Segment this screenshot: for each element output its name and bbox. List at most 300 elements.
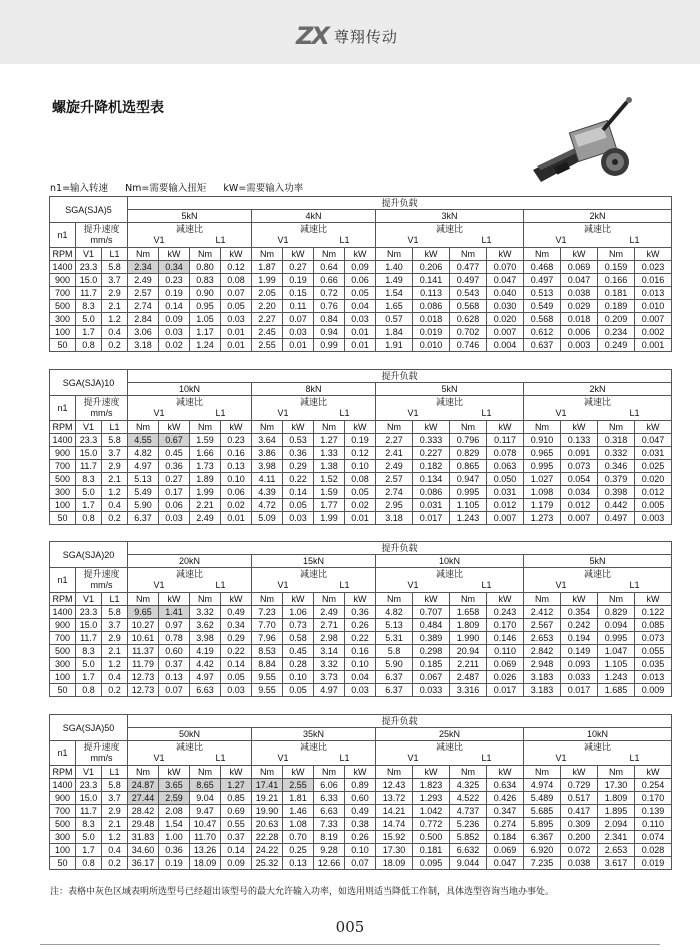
table-cell: 19.21 <box>252 792 283 805</box>
table-cell: 0.170 <box>487 619 524 632</box>
table-cell: 12.73 <box>128 671 159 684</box>
table-cell: 1.99 <box>190 486 221 499</box>
table-row <box>50 645 672 658</box>
table-cell: 1.179 <box>524 499 561 512</box>
table-cell: 0.095 <box>413 857 450 870</box>
table-cell: 23.3 <box>76 779 102 792</box>
table-cell: 0.01 <box>283 339 314 352</box>
table-cell: 4.97 <box>190 671 221 684</box>
table-cell: 11.7 <box>76 632 102 645</box>
table-cell: 0.200 <box>561 831 598 844</box>
load-value: 2kN <box>524 383 672 396</box>
table-cell: 4.737 <box>450 805 487 818</box>
table-cell: 1.66 <box>190 447 221 460</box>
table-cell: 0.426 <box>487 792 524 805</box>
ratio-v1: V1 <box>407 235 419 245</box>
table-cell: 0.772 <box>413 818 450 831</box>
table-cell: 0.141 <box>413 274 450 287</box>
table-cell: 1.06 <box>283 606 314 619</box>
ratio-v1: V1 <box>277 408 289 418</box>
ratio-l1: L1 <box>481 753 492 763</box>
table-cell: 0.05 <box>345 287 376 300</box>
table-cell: 0.995 <box>524 460 561 473</box>
ratio-label: 减速比 <box>300 742 328 752</box>
ratio-options <box>524 235 671 246</box>
table-cell: 0.209 <box>598 313 635 326</box>
table-cell: 8.3 <box>76 645 102 658</box>
table-cell: 0.53 <box>283 434 314 447</box>
table-cell: 50 <box>50 512 76 525</box>
table-cell: 0.513 <box>524 287 561 300</box>
ratio-options <box>524 408 671 419</box>
col-kw: kW <box>221 593 252 606</box>
table-cell: 0.09 <box>221 857 252 870</box>
table-cell: 0.069 <box>487 658 524 671</box>
table-cell: 11.7 <box>76 460 102 473</box>
table-cell: 0.182 <box>413 460 450 473</box>
table-cell: 3.73 <box>314 671 345 684</box>
col-nm: Nm <box>524 593 561 606</box>
table-cell: 0.13 <box>283 857 314 870</box>
col-kw: kW <box>487 766 524 779</box>
table-cell: 2.1 <box>102 645 128 658</box>
col-nm: Nm <box>598 593 635 606</box>
table-cell: 0.184 <box>487 831 524 844</box>
col-nm: Nm <box>524 421 561 434</box>
table-cell: 0.019 <box>413 326 450 339</box>
table-cell: 11.7 <box>76 805 102 818</box>
table-cell: 0.84 <box>314 313 345 326</box>
table-cell: 0.309 <box>561 818 598 831</box>
table-cell: 1.809 <box>598 792 635 805</box>
table-cell: 1.243 <box>598 671 635 684</box>
table-cell: 5.8 <box>102 779 128 792</box>
table-cell: 0.64 <box>314 261 345 274</box>
table-cell: 0.025 <box>635 460 672 473</box>
table-cell: 1.99 <box>252 274 283 287</box>
col-nm: Nm <box>190 248 221 261</box>
table-cell: 4.97 <box>128 460 159 473</box>
col-rpm: RPM <box>50 593 76 606</box>
table-cell: 9.04 <box>190 792 221 805</box>
table-cell: 24.87 <box>128 779 159 792</box>
ratio-header <box>252 223 376 248</box>
table-cell: 0.018 <box>413 313 450 326</box>
table-cell: 2.49 <box>376 460 413 473</box>
table-cell: 0.90 <box>190 287 221 300</box>
table-cell: 0.60 <box>159 645 190 658</box>
legend-nm: Nm=需要输入扭矩 <box>125 183 207 194</box>
table-cell: 100 <box>50 326 76 339</box>
load-value: 8kN <box>252 383 376 396</box>
footer-divider <box>40 944 660 945</box>
table-cell: 2.98 <box>314 632 345 645</box>
table-cell: 0.78 <box>159 632 190 645</box>
load-header: 提升负载 <box>128 370 672 383</box>
table-cell: 0.80 <box>190 261 221 274</box>
table-cell: 0.094 <box>598 619 635 632</box>
table-cell: 0.543 <box>450 287 487 300</box>
table-cell: 0.001 <box>635 339 672 352</box>
table-cell: 0.035 <box>635 658 672 671</box>
table-cell: 0.10 <box>345 658 376 671</box>
col-nm: Nm <box>376 421 413 434</box>
table-cell: 17.41 <box>252 779 283 792</box>
table-cell: 0.249 <box>598 339 635 352</box>
table-cell: 1.59 <box>314 486 345 499</box>
table-cell: 0.047 <box>635 434 672 447</box>
table-cell: 8.3 <box>76 818 102 831</box>
ratio-header <box>376 568 524 593</box>
col-kw: kW <box>345 248 376 261</box>
table-cell: 900 <box>50 619 76 632</box>
ratio-options <box>376 408 523 419</box>
table-cell: 2.05 <box>252 287 283 300</box>
table-cell: 0.09 <box>159 313 190 326</box>
ratio-options <box>252 580 375 591</box>
table-cell: 0.012 <box>487 499 524 512</box>
table-cell: 1.89 <box>190 473 221 486</box>
table-cell: 0.85 <box>221 792 252 805</box>
table-cell: 0.117 <box>487 434 524 447</box>
table-cell: 0.8 <box>76 339 102 352</box>
table-cell: 20.63 <box>252 818 283 831</box>
table-cell: 0.10 <box>221 473 252 486</box>
table-cell: 0.2 <box>102 339 128 352</box>
table-cell: 0.22 <box>345 632 376 645</box>
table-cell: 1.293 <box>413 792 450 805</box>
col-kw: kW <box>635 248 672 261</box>
table-cell: 1.41 <box>159 606 190 619</box>
table-row <box>50 274 672 287</box>
table-cell: 1.65 <box>376 300 413 313</box>
table-cell: 0.166 <box>598 274 635 287</box>
table-cell: 50 <box>50 857 76 870</box>
table-cell: 0.4 <box>102 326 128 339</box>
table-cell: 0.038 <box>561 287 598 300</box>
table-cell: 18.09 <box>190 857 221 870</box>
col-nm: Nm <box>314 248 345 261</box>
table-cell: 0.234 <box>598 326 635 339</box>
table-cell: 0.8 <box>76 512 102 525</box>
table-cell: 0.069 <box>561 261 598 274</box>
ratio-v1: V1 <box>277 235 289 245</box>
table-cell: 24.22 <box>252 844 283 857</box>
table-cell: 3.64 <box>252 434 283 447</box>
model-name: SGA(SJA)50 <box>50 715 128 741</box>
ratio-header <box>252 741 376 766</box>
table-cell: 2.71 <box>314 619 345 632</box>
table-cell: 0.194 <box>561 632 598 645</box>
table-cell: 0.14 <box>283 486 314 499</box>
table-cell: 0.89 <box>345 779 376 792</box>
ratio-l1: L1 <box>629 580 640 590</box>
table-cell: 0.8 <box>76 857 102 870</box>
col-nm: Nm <box>450 766 487 779</box>
table-cell: 1.042 <box>413 805 450 818</box>
col-v1: V1 <box>76 766 102 779</box>
table-cell: 0.36 <box>159 460 190 473</box>
table-cell: 3.7 <box>102 792 128 805</box>
col-rpm: RPM <box>50 248 76 261</box>
ratio-label: 减速比 <box>584 224 612 234</box>
table-cell: 14.74 <box>376 818 413 831</box>
table-cell: 0.25 <box>283 844 314 857</box>
table-cell: 6.37 <box>376 671 413 684</box>
table-cell: 0.01 <box>345 339 376 352</box>
load-value: 10kN <box>128 383 252 396</box>
ratio-v1: V1 <box>153 408 165 418</box>
table-row <box>50 606 672 619</box>
table-cell: 0.03 <box>159 512 190 525</box>
table-cell: 0.05 <box>221 671 252 684</box>
col-nm: Nm <box>190 421 221 434</box>
table-cell: 8.3 <box>76 300 102 313</box>
table-cell: 8.65 <box>190 779 221 792</box>
table-cell: 2.948 <box>524 658 561 671</box>
table-cell: 3.18 <box>128 339 159 352</box>
table-cell: 5.13 <box>376 619 413 632</box>
col-kw: kW <box>345 593 376 606</box>
table-cell: 0.181 <box>598 287 635 300</box>
table-cell: 29.48 <box>128 818 159 831</box>
table-cell: 10.47 <box>190 818 221 831</box>
table-cell: 0.110 <box>635 818 672 831</box>
table-cell: 4.522 <box>450 792 487 805</box>
table-cell: 2.094 <box>598 818 635 831</box>
table-cell: 34.60 <box>128 844 159 857</box>
table-cell: 1.2 <box>102 658 128 671</box>
ratio-label: 减速比 <box>584 569 612 579</box>
table-cell: 5.8 <box>102 606 128 619</box>
selection-table-block <box>49 714 665 870</box>
table-cell: 0.054 <box>561 473 598 486</box>
table-cell: 8.19 <box>314 831 345 844</box>
table-cell: 0.070 <box>487 261 524 274</box>
table-row <box>50 857 672 870</box>
table-cell: 0.047 <box>561 274 598 287</box>
table-cell: 13.26 <box>190 844 221 857</box>
table-cell: 5.8 <box>102 434 128 447</box>
table-cell: 0.965 <box>524 447 561 460</box>
table-cell: 2.1 <box>102 300 128 313</box>
table-cell: 15.0 <box>76 447 102 460</box>
table-cell: 5.0 <box>76 831 102 844</box>
n1-label: n1 <box>50 741 76 766</box>
col-nm: Nm <box>376 248 413 261</box>
table-cell: 0.02 <box>345 499 376 512</box>
table-cell: 1.59 <box>190 434 221 447</box>
table-cell: 0.03 <box>159 326 190 339</box>
ratio-options <box>524 580 671 591</box>
col-nm: Nm <box>376 766 413 779</box>
ratio-v1: V1 <box>277 753 289 763</box>
table-cell: 0.11 <box>283 300 314 313</box>
table-cell: 1.7 <box>76 671 102 684</box>
table-cell: 0.29 <box>221 632 252 645</box>
table-cell: 7.235 <box>524 857 561 870</box>
table-cell: 0.23 <box>159 274 190 287</box>
table-cell: 18.09 <box>376 857 413 870</box>
screw-jack-product-image <box>515 92 640 192</box>
table-cell: 1.91 <box>376 339 413 352</box>
ratio-options <box>128 753 251 764</box>
table-cell: 1400 <box>50 434 76 447</box>
table-cell: 0.03 <box>221 684 252 697</box>
ratio-header <box>376 741 524 766</box>
col-kw: kW <box>283 421 314 434</box>
ratio-label: 减速比 <box>584 397 612 407</box>
col-nm: Nm <box>524 766 561 779</box>
table-cell: 0.007 <box>487 326 524 339</box>
logo-mark: ZX <box>296 22 328 50</box>
table-cell: 17.30 <box>598 779 635 792</box>
ratio-options <box>128 235 251 246</box>
table-cell: 900 <box>50 792 76 805</box>
table-cell: 0.07 <box>159 684 190 697</box>
table-cell: 0.01 <box>221 326 252 339</box>
table-cell: 0.36 <box>345 606 376 619</box>
table-cell: 2.653 <box>524 632 561 645</box>
table-cell: 5.49 <box>128 486 159 499</box>
table-cell: 6.33 <box>314 792 345 805</box>
table-cell: 0.55 <box>221 818 252 831</box>
table-cell: 0.03 <box>283 326 314 339</box>
table-cell: 2.567 <box>524 619 561 632</box>
ratio-label: 减速比 <box>300 224 328 234</box>
table-cell: 0.003 <box>561 339 598 352</box>
table-cell: 15.92 <box>376 831 413 844</box>
col-l1: L1 <box>102 766 128 779</box>
table-cell: 0.009 <box>635 684 672 697</box>
table-cell: 6.63 <box>190 684 221 697</box>
ratio-options <box>376 235 523 246</box>
table-cell: 0.189 <box>598 300 635 313</box>
load-value: 5kN <box>128 210 252 223</box>
ratio-header <box>524 223 672 248</box>
col-kw: kW <box>413 421 450 434</box>
table-cell: 3.7 <box>102 447 128 460</box>
table-cell: 1.027 <box>524 473 561 486</box>
table-cell: 3.06 <box>128 326 159 339</box>
table-cell: 0.01 <box>221 512 252 525</box>
table-cell: 7.70 <box>252 619 283 632</box>
table-row <box>50 473 672 486</box>
table-cell: 0.02 <box>221 499 252 512</box>
table-cell: 0.206 <box>413 261 450 274</box>
ratio-l1: L1 <box>629 753 640 763</box>
table-cell: 4.72 <box>252 499 283 512</box>
table-cell: 0.497 <box>598 512 635 525</box>
table-cell: 1.105 <box>450 499 487 512</box>
table-cell: 100 <box>50 844 76 857</box>
table-cell: 4.82 <box>376 606 413 619</box>
table-cell: 1.2 <box>102 831 128 844</box>
table-cell: 25.32 <box>252 857 283 870</box>
table-cell: 0.06 <box>345 274 376 287</box>
col-nm: Nm <box>128 421 159 434</box>
table-cell: 0.086 <box>413 300 450 313</box>
table-cell: 0.49 <box>345 805 376 818</box>
table-cell: 15.0 <box>76 274 102 287</box>
table-cell: 1.33 <box>314 447 345 460</box>
table-cell: 0.484 <box>413 619 450 632</box>
ratio-v1: V1 <box>555 753 567 763</box>
table-cell: 1.87 <box>252 261 283 274</box>
table-cell: 0.354 <box>561 606 598 619</box>
ratio-v1: V1 <box>555 408 567 418</box>
table-cell: 3.65 <box>159 779 190 792</box>
table-cell: 15.0 <box>76 619 102 632</box>
table-cell: 0.06 <box>221 486 252 499</box>
table-cell: 0.497 <box>450 274 487 287</box>
table-cell: 23.3 <box>76 434 102 447</box>
table-cell: 5.852 <box>450 831 487 844</box>
table-cell: 0.57 <box>376 313 413 326</box>
col-kw: kW <box>159 766 190 779</box>
ratio-l1: L1 <box>339 753 350 763</box>
col-l1: L1 <box>102 593 128 606</box>
table-cell: 0.45 <box>159 447 190 460</box>
table-cell: 0.4 <box>102 499 128 512</box>
table-cell: 7.23 <box>252 606 283 619</box>
table-cell: 1.81 <box>283 792 314 805</box>
ratio-label: 减速比 <box>436 742 464 752</box>
table-cell: 0.829 <box>450 447 487 460</box>
table-cell: 3.98 <box>190 632 221 645</box>
table-cell: 0.013 <box>635 287 672 300</box>
table-cell: 1.05 <box>190 313 221 326</box>
ratio-options <box>252 408 375 419</box>
selection-table-block <box>49 369 665 525</box>
table-cell: 4.325 <box>450 779 487 792</box>
table-cell: 23.3 <box>76 261 102 274</box>
col-kw: kW <box>221 421 252 434</box>
table-cell: 900 <box>50 274 76 287</box>
table-cell: 0.242 <box>561 619 598 632</box>
table-cell: 5.489 <box>524 792 561 805</box>
speed-unit: mm/s <box>90 580 113 590</box>
table-cell: 2.842 <box>524 645 561 658</box>
speed-header <box>76 396 128 421</box>
table-cell: 0.318 <box>598 434 635 447</box>
table-cell: 0.007 <box>487 512 524 525</box>
table-cell: 6.367 <box>524 831 561 844</box>
table-cell: 11.7 <box>76 287 102 300</box>
table-cell: 11.79 <box>128 658 159 671</box>
col-nm: Nm <box>376 593 413 606</box>
table-cell: 0.085 <box>635 619 672 632</box>
table-cell: 0.017 <box>413 512 450 525</box>
table-cell: 5.09 <box>252 512 283 525</box>
table-cell: 1.243 <box>450 512 487 525</box>
table-row <box>50 499 672 512</box>
table-cell: 0.067 <box>413 671 450 684</box>
ratio-header <box>376 396 524 421</box>
table-cell: 0.020 <box>635 473 672 486</box>
table-cell: 0.417 <box>561 805 598 818</box>
table-cell: 2.59 <box>159 792 190 805</box>
table-cell: 5.895 <box>524 818 561 831</box>
table-cell: 0.02 <box>159 339 190 352</box>
speed-label: 提升速度 <box>83 397 120 407</box>
table-cell: 0.033 <box>413 684 450 697</box>
table-cell: 300 <box>50 313 76 326</box>
table-cell: 0.05 <box>221 300 252 313</box>
table-cell: 0.73 <box>283 619 314 632</box>
speed-label: 提升速度 <box>83 742 120 752</box>
table-cell: 9.65 <box>128 606 159 619</box>
